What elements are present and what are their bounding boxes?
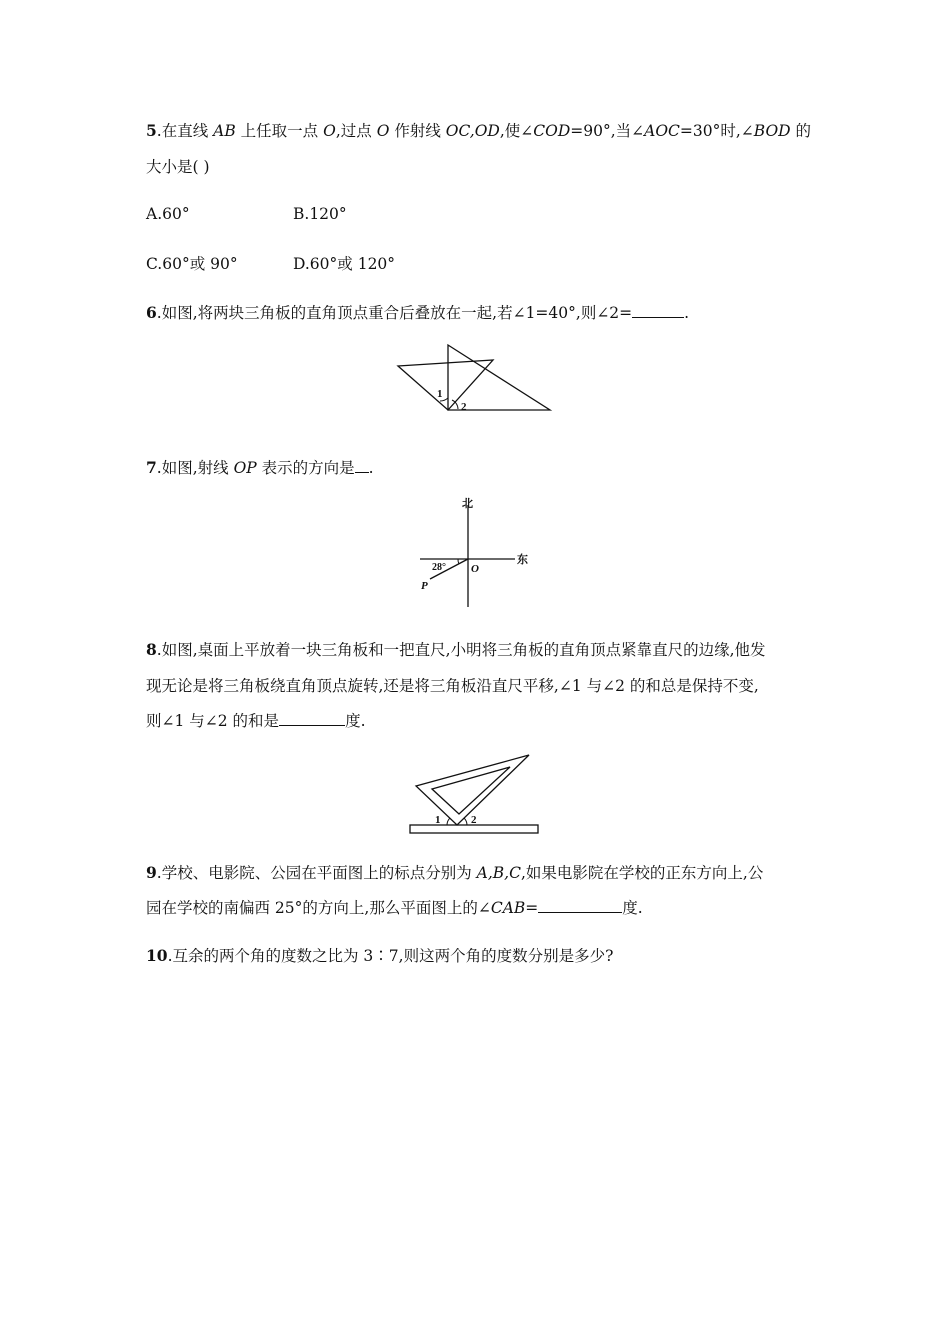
q8-text: 度. <box>345 712 366 730</box>
q9-abc: A,B,C <box>476 864 521 882</box>
q5-line2: 大小是( ) <box>146 158 210 176</box>
q5-ocod: OC,OD <box>445 122 500 140</box>
q9-line1 <box>146 863 763 883</box>
q8-angle-2-label: 2 <box>471 814 477 826</box>
q7-end: . <box>368 459 374 477</box>
q5-o: O <box>376 122 390 140</box>
q9-text: 园在学校的南偏西 25°的方向上,那么平面图上的∠ <box>146 899 491 917</box>
q8-line1 <box>146 640 766 660</box>
q5-text: =30°时,∠ <box>679 122 754 140</box>
q5-line1 <box>146 121 811 141</box>
q8-line3 <box>146 711 366 731</box>
q5-option-d: D.60°或 120° <box>293 255 396 273</box>
q7-angle-label: 28° <box>432 562 446 573</box>
q5-o: O <box>323 122 336 140</box>
q6-triangle-1 <box>398 360 493 410</box>
q8-angle-2-arc <box>464 818 467 825</box>
q8-angle-1-label: 1 <box>435 814 441 826</box>
q7-answer-blank <box>355 458 369 473</box>
q6-number: 6 <box>146 303 157 322</box>
q5-cod: COD <box>533 122 571 140</box>
q7-angle-arc <box>458 559 459 564</box>
q5-text: 作射线 <box>389 122 446 140</box>
q5-text: .在直线 <box>156 122 214 140</box>
q5-option-a: A.60° <box>146 205 190 223</box>
q10-text: .互余的两个角的度数之比为 3∶7,则这两个角的度数分别是多少? <box>167 947 614 965</box>
q7-figure <box>410 495 540 610</box>
q8-line2: 现无论是将三角板绕直角顶点旋转,还是将三角板沿直尺平移,∠1 与∠2 的和总是保持不变, <box>146 677 759 695</box>
q8-angle-1-arc <box>447 818 450 825</box>
q9-line2 <box>146 898 643 918</box>
q5-number: 5 <box>146 121 157 140</box>
q5-bod: BOD <box>753 122 791 140</box>
q8-number: 8 <box>146 640 157 659</box>
q7-text: .如图,射线 <box>156 459 234 477</box>
q6-angle-1-label: 1 <box>437 388 443 400</box>
q8-ruler <box>410 825 538 833</box>
q5-text: =90°,当∠ <box>570 122 645 140</box>
q9-text: 度. <box>622 899 643 917</box>
q9-text: .学校、电影院、公园在平面图上的标点分别为 <box>156 864 477 882</box>
q9-text: = <box>525 899 539 917</box>
q5-aoc: AOC <box>644 122 680 140</box>
q8-figure <box>405 748 545 838</box>
q10-line <box>146 946 613 966</box>
q9-number: 9 <box>146 863 157 882</box>
q8-triangle-inner <box>432 767 510 814</box>
q7-o-label: O <box>471 563 479 575</box>
q7-east-label: 东 <box>517 554 528 566</box>
q8-answer-blank <box>279 711 345 726</box>
q5-option-c: C.60°或 90° <box>146 255 238 273</box>
q10-number: 10 <box>146 946 168 965</box>
q7-op: OP <box>233 459 257 477</box>
q7-p-label: P <box>421 580 428 592</box>
q7-north-label: 北 <box>462 498 473 510</box>
q6-text: .如图,将两块三角板的直角顶点重合后叠放在一起,若∠1=40°,则∠2= <box>156 304 633 322</box>
q9-answer-blank <box>538 898 622 913</box>
q8-text: .如图,桌面上平放着一块三角板和一把直尺,小明将三角板的直角顶点紧靠直尺的边缘,他发 <box>156 641 766 659</box>
q6-end: . <box>684 304 690 322</box>
q9-text: ,如果电影院在学校的正东方向上,公 <box>520 864 764 882</box>
q5-text: 上任取一点 <box>235 122 324 140</box>
q7-number: 7 <box>146 458 157 477</box>
q6-figure <box>390 340 560 420</box>
q7-line <box>146 458 374 478</box>
q6-answer-blank <box>632 303 684 318</box>
q5-ab: AB <box>213 122 236 140</box>
q9-cab: CAB <box>490 899 526 917</box>
q6-angle-2-label: 2 <box>461 401 467 413</box>
q5-text: ,使∠ <box>499 122 534 140</box>
q8-text: 则∠1 与∠2 的和是 <box>146 712 280 730</box>
q7-text: 表示的方向是 <box>256 459 355 477</box>
q5-text: ,过点 <box>335 122 377 140</box>
q5-text: 的 <box>790 122 812 140</box>
q6-line <box>146 303 689 323</box>
q5-option-b: B.120° <box>293 205 347 223</box>
